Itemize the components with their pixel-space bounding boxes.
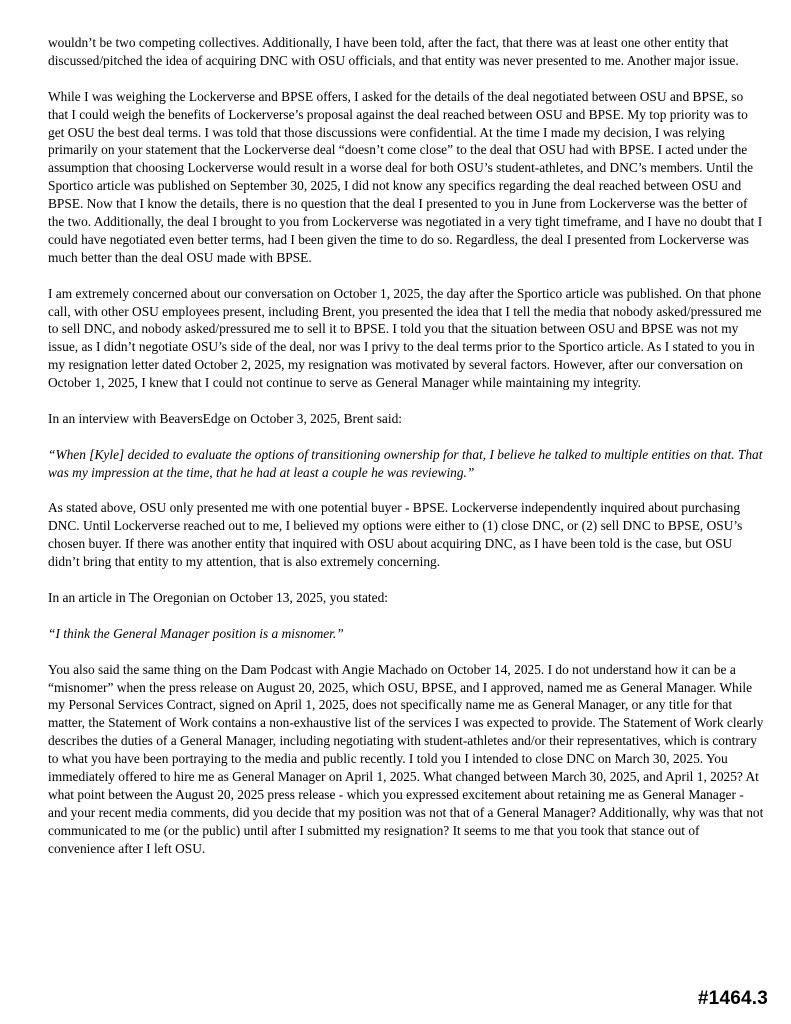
paragraph-oregonian-intro: In an article in The Oregonian on October 13, 2025, you stated: (48, 590, 389, 605)
paragraph-one-buyer: As stated above, OSU only presented me with one potential buyer - BPSE. Lockerverse independently inquired about purchasing DNC. Until Lockerverse reached out to me, I believed my options were either to (1) close DNC, or (2) sell DNC to BPSE, OSU’s chosen buyer. If there was another entity that inquired with OSU about acquiring DNC, as I have been told is the case, but OSU didn’t bring that entity to my attention, that is also extremely concerning. (48, 500, 743, 570)
paragraph-general-manager: You also said the same thing on the Dam Podcast with Angie Machado on October 14, 2025. I do not understand how it can be a “misnomer” when the press release on August 20, 2025, which OSU, BPSE, and I approved, named me as General Manager. While my Personal Services Contract, signed on April 1, 2025, does not specifically name me as General Manager, or any title for that matter, the Statement of Work contains a non-exhaustive list of the services I was expected to provide. The Statement of Work clearly describes the duties of a General Manager, including negotiating with student-athletes and/or their representatives, which is contrary to what you have been portraying to the media and public recently. I told you I intended to close DNC on March 30, 2025. You immediately offered to hire me as General Manager on April 1, 2025. What changed between March 30, 2025, and April 1, 2025? At what point between the August 20, 2025 press release - which you expressed excitement about retaining me as General Manager - and your recent media comments, did you decide that my position was not that of a General Manager? Additionally, why was that not communicated to me (or the public) until after I submitted my resignation? It seems to me that you took that stance out of convenience after I left OSU. (48, 661, 764, 856)
quote-misnomer: “I think the General Manager position is a misnomer.” (48, 625, 344, 641)
paragraph-beaversedge-intro: In an interview with BeaversEdge on October 3, 2025, Brent said: (48, 410, 403, 426)
paragraph-collectives: wouldn’t be two competing collectives. Additionally, I have been told, after the fact, that there was at least one other entity that discussed/pitched the idea of acquiring DNC with OSU officials, and that entity was never presented to me. Another major issue. (48, 35, 739, 68)
paragraph-october-1-call: I am extremely concerned about our conversation on October 1, 2025, the day after the Sportico article was published. On that phone call, with other OSU employees present, including Brent, you presented the idea that I tell the media that nobody asked/pressured me to sell DNC, and nobody asked/pressured me to sell it to BPSE. I told you that the situation between OSU and BPSE was not my issue, as I didn’t negotiate OSU’s side of the deal, nor was I privy to the deal terms prior to the Sportico article. As I stated to you in my resignation letter dated October 2, 2025, my resignation was motivated by several factors. However, after our conversation on October 1, 2025, I knew that I could not continue to serve as General Manager while maintaining my integrity. (48, 285, 762, 391)
page-id-label: #1464.3 (697, 988, 768, 1009)
document-body (48, 34, 764, 875)
quote-brent: “When [Kyle] decided to evaluate the options of transitioning ownership for that, I believe he talked to multiple entities on that. That was my impression at the time, that he had at least a couple he was reviewing.” (48, 446, 763, 480)
paragraph-deal-comparison: While I was weighing the Lockerverse and BPSE offers, I asked for the details of the deal negotiated between OSU and BPSE, so that I could weigh the benefits of Lockerverse’s proposal against the deal reached between OSU and BPSE. My top priority was to get OSU the best deal terms. I was told that those discussions were confidential. At the time I made my decision, I was relying primarily on your statement that the Lockerverse deal “doesn’t come close” to the deal that OSU had with BPSE. I acted under the assumption that choosing Lockerverse would result in a worse deal for both OSU’s student-athletes, and DNC’s members. Until the Sportico article was published on September 30, 2025, I did not know any specifics regarding the deal reached between OSU and BPSE. Now that I know the details, there is no question that the deal I presented to you in June from Lockerverse was the better of the two. Additionally, the deal I brought to you from Lockerverse was negotiated in a very tight timeframe, and I have no doubt that I could have negotiated even better terms, had I been given the time to do so. Regardless, the deal I presented from Lockerverse was much better than the deal OSU made with BPSE. (48, 88, 763, 265)
